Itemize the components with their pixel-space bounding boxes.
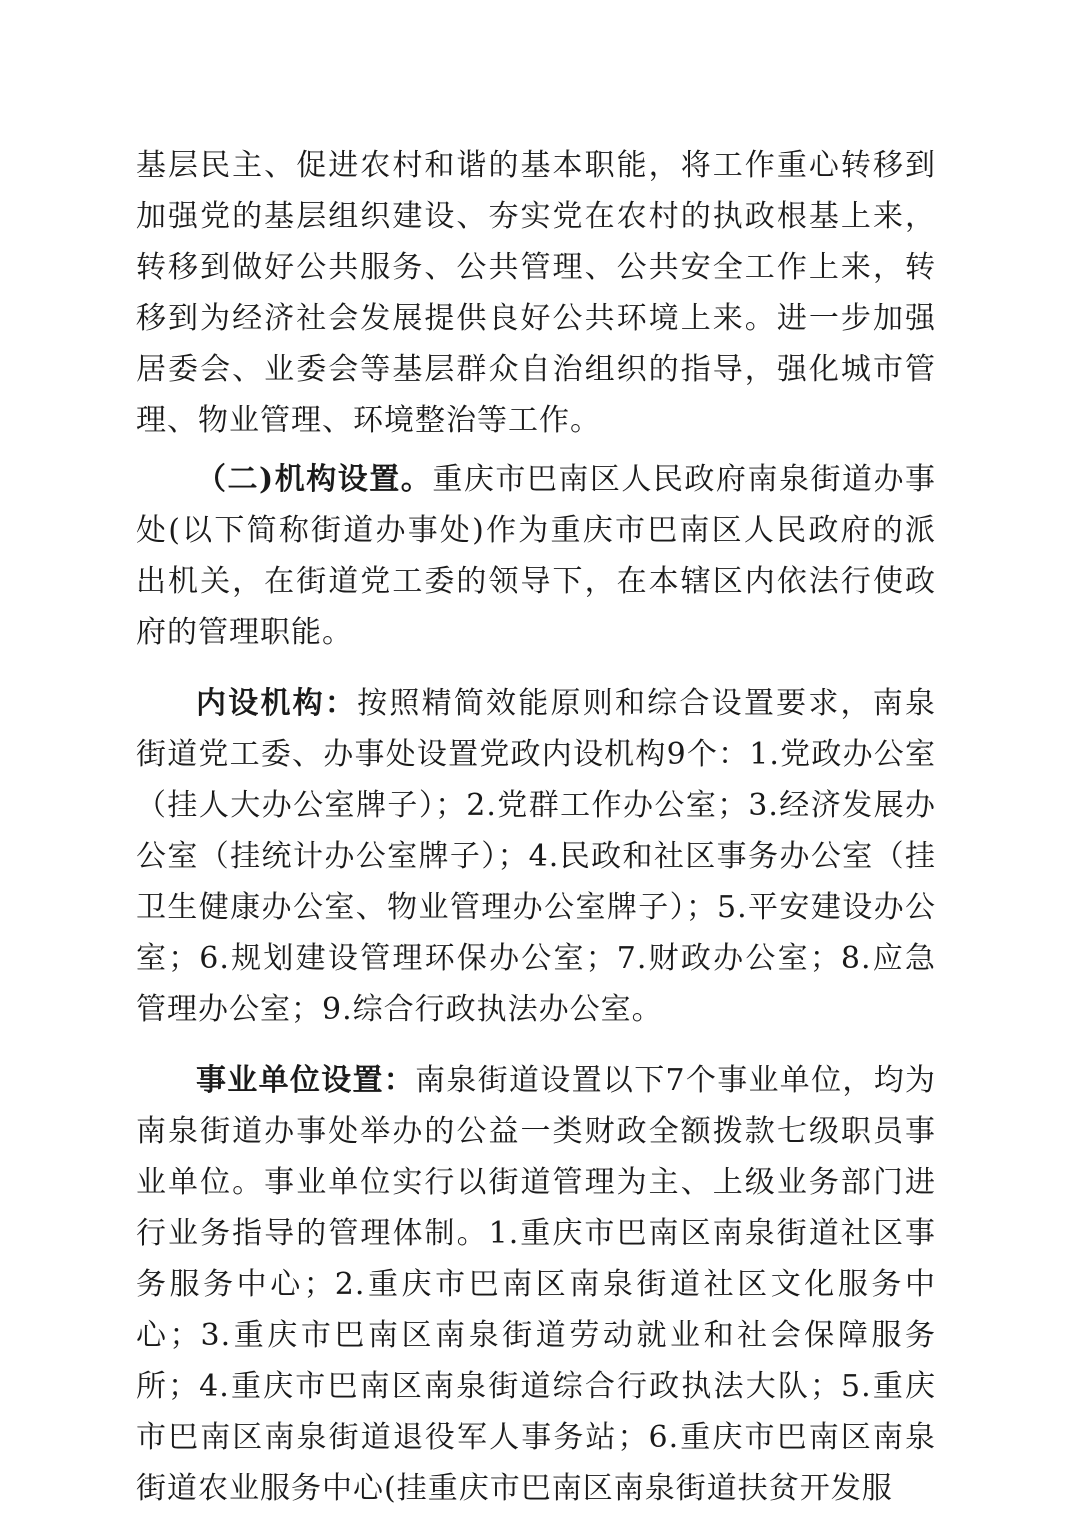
paragraph-text: 基层民主、促进农村和谐的基本职能，将工作重心转移到加强党的基层组织建设、夯实党在农村的执政根基上来，转移到做好公共服务、公共管理、公共安全工作上来，转移到为经济社会发展提供良好公共环境上来。进一步加强居委会、业委会等基层群众自治组织的指导，强化城市管理、物业管理、环境整治等工作。 xyxy=(136,148,936,438)
paragraph-internal-agencies xyxy=(136,678,936,1035)
paragraph-text: 按照精简效能原则和综合设置要求，南泉街道党工委、办事处设置党政内设机构9个：1.党政办公室（挂人大办公室牌子）；2.党群工作办公室；3.经济发展办公室（挂统计办公室牌子）；4.民政和社区事务办公室（挂卫生健康办公室、物业管理办公室牌子）；5.平安建设办公室；6.规划建设管理环保办公室；7.财政办公室；8.应急管理办公室；9.综合行政执法办公室。 xyxy=(136,686,937,1027)
paragraph-lead: 事业单位设置： xyxy=(196,1063,416,1098)
paragraph-text: 南泉街道设置以下7个事业单位，均为南泉街道办事处举办的公益一类财政全额拨款七级职员事业单位。事业单位实行以街道管理为主、上级业务部门进行业务指导的管理体制。1.重庆市巴南区南泉街道社区事务服务中心；2.重庆市巴南区南泉街道社区文化服务中心；3.重庆市巴南区南泉街道劳动就业和社会保障服务所；4.重庆市巴南区南泉街道综合行政执法大队；5.重庆市巴南区南泉街道退役军人事务站；6.重庆市巴南区南泉街道农业服务中心(挂重庆市巴南区南泉街道扶贫开发服 xyxy=(136,1063,937,1506)
document-page xyxy=(136,140,936,1514)
paragraph-institution-setup xyxy=(136,454,936,658)
paragraph-text: 重庆市巴南区人民政府南泉街道办事处(以下简称街道办事处)作为重庆市巴南区人民政府的派出机关，在街道党工委的领导下，在本辖区内依法行使政府的管理职能。 xyxy=(136,462,937,650)
paragraph-public-institutions xyxy=(136,1055,936,1514)
paragraph-lead: 内设机构： xyxy=(196,686,358,721)
paragraph-lead: （二)机构设置。 xyxy=(196,462,433,497)
paragraph-functions xyxy=(136,140,936,446)
